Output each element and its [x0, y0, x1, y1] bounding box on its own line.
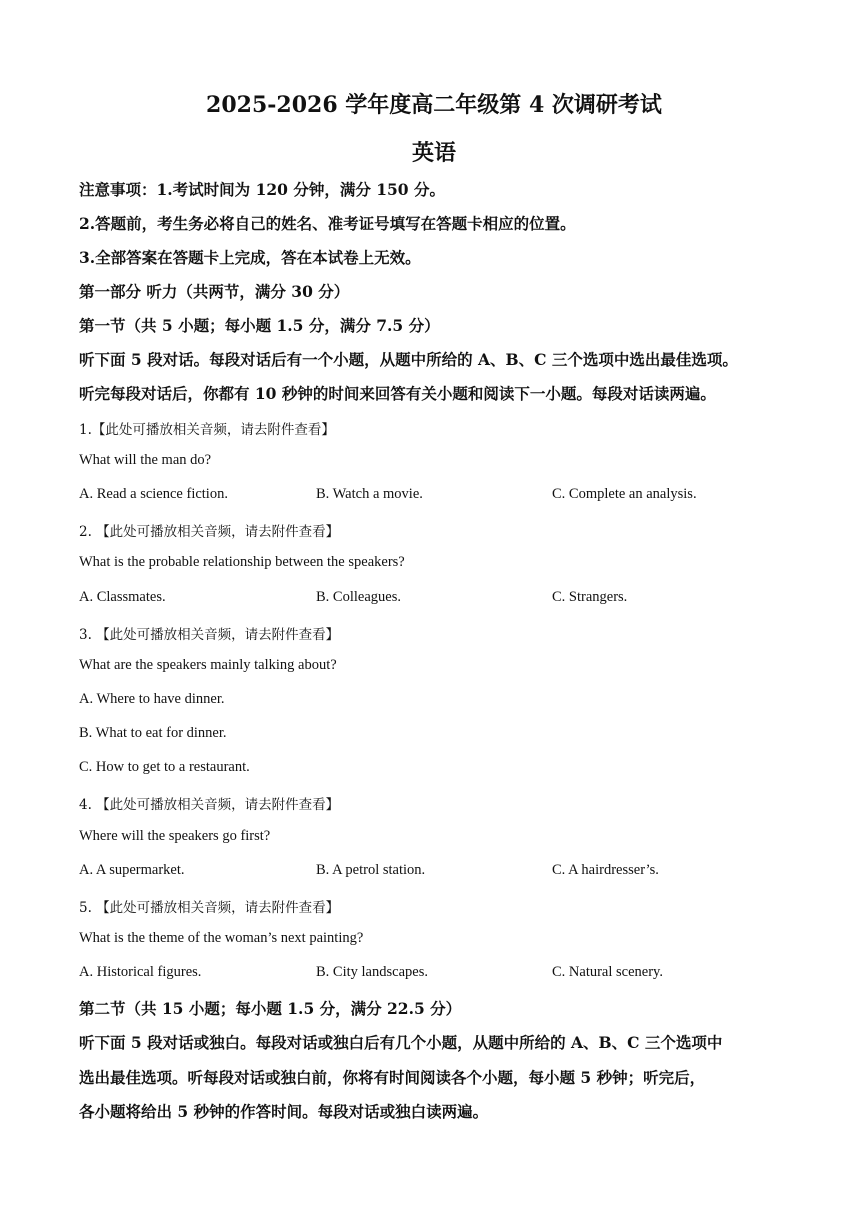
section2-instruction-2: 选出最佳选项。听每段对话或独白前，你将有时间阅读各个小题，每小题 5 秒钟；听完后， [79, 1068, 706, 1087]
q2-option-a: A. Classmates. [79, 589, 166, 605]
section1-instruction-1: 听下面 5 段对话。每段对话后有一个小题，从题中所给的 A、B、C 三个选项中选出最佳选项。 [79, 350, 738, 369]
audio-placeholder-3[interactable]: 3. 【此处可播放相关音频，请去附件查看】 [79, 627, 340, 643]
section2-instruction-1: 听下面 5 段对话或独白。每段对话或独白后有几个小题，从题中所给的 A、B、C 三个选项中 [79, 1033, 723, 1052]
q2-option-b: B. Colleagues. [316, 589, 401, 605]
q4-option-c: C. A hairdresser’s. [552, 862, 659, 878]
notes-line-1: 注意事项：1.考试时间为 120 分钟，满分 150 分。 [79, 180, 445, 199]
question-stem-2: What is the probable relationship between the speakers? [79, 554, 405, 570]
q3-option-b: B. What to eat for dinner. [79, 725, 227, 741]
exam-title: 2025-2026 学年度高二年级第 4 次调研考试 [206, 92, 662, 118]
q4-option-b: B. A petrol station. [316, 862, 426, 878]
q1-option-c: C. Complete an analysis. [552, 486, 697, 502]
q5-option-b: B. City landscapes. [316, 964, 428, 980]
subject-title: 英语 [411, 140, 456, 166]
q2-option-c: C. Strangers. [552, 589, 628, 605]
question-stem-1: What will the man do? [79, 452, 212, 468]
q5-option-a: A. Historical figures. [79, 964, 202, 980]
audio-placeholder-1[interactable]: 1.【此处可播放相关音频，请去附件查看】 [79, 422, 335, 438]
q3-option-c: C. How to get to a restaurant. [79, 759, 250, 775]
part1-heading: 第一部分 听力（共两节，满分 30 分） [79, 282, 350, 301]
section2-heading: 第二节（共 15 小题；每小题 1.5 分，满分 22.5 分） [79, 999, 462, 1018]
section1-heading: 第一节（共 5 小题；每小题 1.5 分，满分 7.5 分） [79, 316, 440, 335]
q1-option-a: A. Read a science fiction. [79, 486, 228, 502]
question-stem-4: Where will the speakers go first? [79, 828, 271, 844]
q3-option-a: A. Where to have dinner. [79, 691, 225, 707]
section1-instruction-2: 听完每段对话后，你都有 10 秒钟的时间来回答有关小题和阅读下一小题。每段对话读两遍。 [79, 384, 716, 403]
question-stem-5: What is the theme of the woman’s next painting? [79, 930, 364, 946]
audio-placeholder-4[interactable]: 4. 【此处可播放相关音频，请去附件查看】 [79, 797, 340, 813]
question-stem-3: What are the speakers mainly talking about? [79, 657, 337, 673]
notes-line-3: 3.全部答案在答题卡上完成，答在本试卷上无效。 [79, 248, 421, 267]
notes-line-2: 2.答题前，考生务必将自己的姓名、准考证号填写在答题卡相应的位置。 [79, 214, 576, 233]
section2-instruction-3: 各小题将给出 5 秒钟的作答时间。每段对话或独白读两遍。 [79, 1102, 489, 1121]
q5-option-c: C. Natural scenery. [552, 964, 663, 980]
q4-option-a: A. A supermarket. [79, 862, 185, 878]
audio-placeholder-5[interactable]: 5. 【此处可播放相关音频，请去附件查看】 [79, 900, 340, 916]
audio-placeholder-2[interactable]: 2. 【此处可播放相关音频，请去附件查看】 [79, 524, 340, 540]
q1-option-b: B. Watch a movie. [316, 486, 423, 502]
